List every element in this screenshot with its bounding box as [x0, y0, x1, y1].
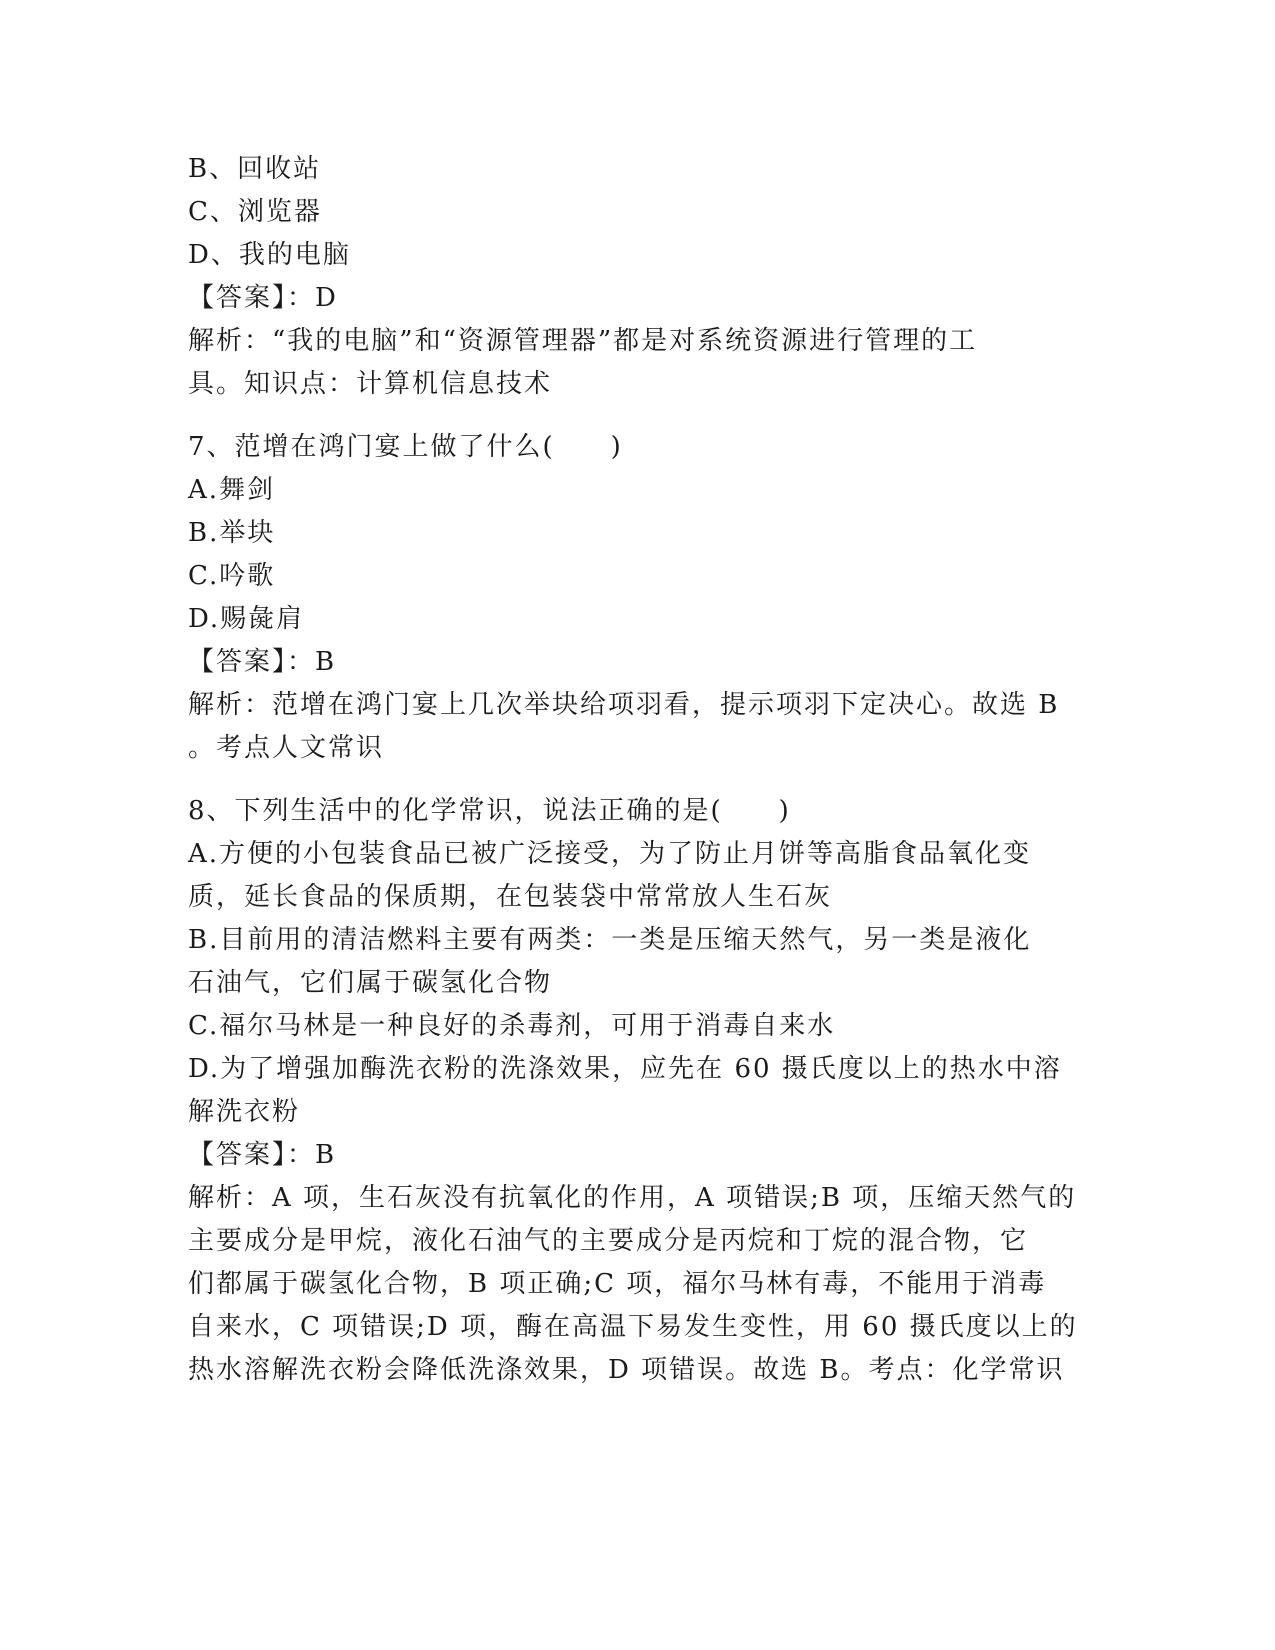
q7-option-d: D.赐彘肩 — [188, 604, 305, 634]
q6-answer: 【答案】：D — [188, 283, 338, 313]
q7-option-a: A.舞剑 — [188, 475, 276, 505]
q6-analysis-line-1: 解析：“我的电脑”和“资源管理器”都是对系统资源进行管理的工 — [188, 326, 978, 356]
q8-option-line-5: C.福尔马林是一种良好的杀毒剂，可用于消毒自来水 — [188, 1011, 836, 1041]
q7-option-c: C.吟歌 — [188, 561, 276, 591]
q8-option-line-7: 解洗衣粉 — [188, 1097, 301, 1127]
q7-option-b: B.举块 — [188, 518, 276, 548]
q8-question: 8、下列生活中的化学常识，说法正确的是( ) — [188, 796, 791, 826]
question-8 — [188, 790, 1088, 1392]
q8-option-line-3: B.目前用的清洁燃料主要有两类：一类是压缩天然气，另一类是液化 — [188, 925, 1032, 955]
q8-analysis-line-1: 解析：A 项，生石灰没有抗氧化的作用，A 项错误;B 项，压缩天然气的 — [188, 1183, 1077, 1213]
q8-option-line-1: A.方便的小包装食品已被广泛接受，为了防止月饼等高脂食品氧化变 — [188, 839, 1032, 869]
q7-question: 7、范增在鸿门宴上做了什么( ) — [188, 432, 623, 462]
q8-analysis-line-2: 主要成分是甲烷，液化石油气的主要成分是丙烷和丁烷的混合物，它 — [188, 1226, 1029, 1256]
q7-answer: 【答案】：B — [188, 647, 337, 677]
q6-option-c: C、浏览器 — [188, 197, 322, 227]
document-page — [188, 148, 1088, 1392]
q7-analysis-line-2: 。考点人文常识 — [188, 733, 385, 763]
q6-option-d: D、我的电脑 — [188, 240, 351, 270]
q6-analysis-line-2: 具。知识点：计算机信息技术 — [188, 369, 553, 399]
q8-option-line-2: 质，延长食品的保质期，在包装袋中常常放人生石灰 — [188, 882, 833, 912]
q8-option-line-4: 石油气，它们属于碳氢化合物 — [188, 968, 553, 998]
question-7 — [188, 426, 1088, 770]
q8-analysis-line-4: 自来水，C 项错误;D 项，酶在高温下易发生变性，用 60 摄氏度以上的 — [188, 1312, 1078, 1342]
q8-analysis-line-5: 热水溶解洗衣粉会降低洗涤效果，D 项错误。故选 B。考点：化学常识 — [188, 1355, 1065, 1385]
q8-answer: 【答案】：B — [188, 1140, 337, 1170]
q7-analysis-line-1: 解析：范增在鸿门宴上几次举块给项羽看，提示项羽下定决心。故选 B — [188, 690, 1060, 720]
q8-option-line-6: D.为了增强加酶洗衣粉的洗涤效果，应先在 60 摄氏度以上的热水中溶 — [188, 1054, 1062, 1084]
q6-option-b: B、回收站 — [188, 154, 322, 184]
question-6-tail — [188, 148, 1088, 406]
q8-analysis-line-3: 们都属于碳氢化合物，B 项正确;C 项，福尔马林有毒，不能用于消毒 — [188, 1269, 1047, 1299]
